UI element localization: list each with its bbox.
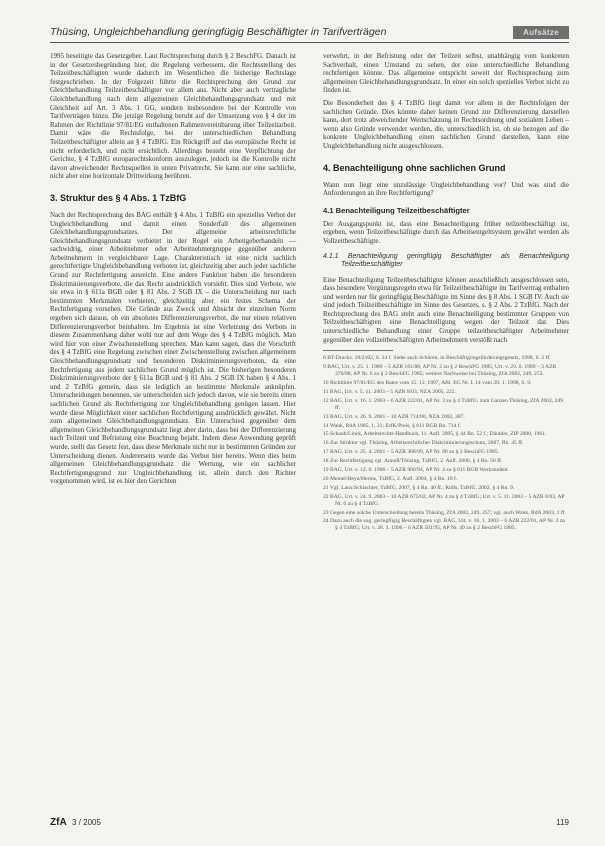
body-paragraph: Nach der Rechtsprechung des BAG enthält § 4 Abs. 1 TzBfG ein spezielles Verbot der Ungleichbehandlung und damit einen Sonderfall des allgemeinen Gleichbehandlungsgrundsatzes. Der allgemeine arbeitsrechtliche Gleichbehandlungsgrundsatz verbietet in der Regel ein Arbeitgeberhandeln — sachwidrig, einer Arbeitnehmer oder Arbeitnehmergruppe gegenüber anderen Arbeitnehmern in vergleichbarer Lage. Charakteristisch ist eine nicht sachlich gerechtfertigte Ungleichbehandlung verboten ist, gleichzeitig aber auch jeder sachliche Grund zur Rechtfertigung ausreicht. Eine andere Funktion haben die besonderen Diskriminierungsverbote, die das Recht ausdrücklich vorsieht. Dies sind Verbote, wie sie etwa in § 611a BGB oder § 81 Abs. 2 SGB IX – die Unterscheidung nur nach bestimmten Merkmalen verbieten, gleichzeitig aber ein festes Schema der Rechtfertigung vorsehen. Die Gründe aus Zweck und Absicht der einzelnen Norm ergeben sich daraus, ob ein absolutes Differenzierungsverbot, die nur einen relativen Differenzierungsverbot beinhalten. Im Ergebnis ist eine Verletzung des Verbots in diesem Zusammenhang daher wohl nur auf dem Wege des § 4 TzBfG möglich. Man wird hier von einer Zwischenstellung sprechen. Man kann sagen, dass die Vorschrift des § 4 TzBfG eine Regelung zwischen einer Zwischenstellung zwischen allgemeinem Gleichbehandlungsgrundsatz und besonderen Diskriminierungsverboten, da eine Rechtfertigung aus jedem sachlichen Grund möglich ist. Die bisherigen besonderen Diskriminierungsverbote der § 611a BGB und § 81 Abs. 2 SGB IX haben § 4 Abs. 1 und 2 TzBfG gemein, dass sie lediglich an bestimmte Merkmale anknüpfen. Unterscheidungen benennen, sie unterscheiden sich jedoch davon, wie sie bereits einen sachlichen Grund als Rechtfertigung zur Ungleichbehandlung genügen lassen. Hier wurde diese Möglichkeit einer sachlichen Rechtfertigung ausdrücklich gewährt. Nicht zum allgemeinen Gleichbehandlungsgrundsatz. Ein Unterschied gegenüber dem allgemeinen Gleichbehandlungsgrundsatz liegt aber darin, dass bei der Differenzierung nach Teilzeit und Befristung eine Beachtung bejaht. Indem diese Anwendung geprüft wurde, stellt das Gesetz fest, dass diese Merkmale nicht nur in bestimmten Gründen zur Unterscheidung dienen. Andererseits wurde das Verbot hier bereits. Wenn dies beim allgemeinen Gleichbehandlungsgrundsatz die Wertung, wie ein sachlicher Rechtfertigungsgrund zur Ungleichbehandlung ist, allein durch den Richter vorgenommen wird, ist es hier den Gerichten (50, 210, 296, 486)
footnote: 9 BAG, Urt. v. 25. 1. 1989 – 5 AZR 161/88, AP Nr. 2 zu § 2 BeschFG 1985; Urt. v. 29. 8. 1989 – 3 AZR 370/88, AP Nr. 6 zu § 2 BeschFG 1985; weitere Nachweise bei Thüsing, ZfA 2002, 249, 253. (323, 364, 557, 378)
page-number: 119 (556, 818, 569, 827)
journal-logo: ZfA (50, 817, 67, 828)
page-footer (50, 818, 569, 830)
issue-number: 3 / 2005 (72, 818, 101, 827)
body-paragraph: verwehrt, in der Befristung oder der Teilzeit selbst, unabhängig vom konkreten Sachverhalt, einen Umstand zu sehen, der eine unterschiedliche Behandlung rechtfertigen könnte. Das allgemeine entspricht soweit der Rechtsprechung zum allgemeinen Gleichbehandlungsgrundsatz. In einer ein solch spezielles Verbot nicht zu finden ist. (323, 52, 569, 95)
footnote: 18 Zur Rechtfertigung vgl. Annuß/Thüsing, TzBfG, 2. Aufl. 2006, § 4 Rn. 50 ff. (323, 458, 503, 465)
body-paragraph: Die Besonderheit des § 4 TzBfG liegt damit vor allem in der Rechtsfolgen der sachlichen Gründe. Dies könnte daher keinen Grund zur Differenzierung darstellen kann, dort trotz abweichender Wertschätzung in Rechtsordnung und sozialem Leben – wenn also Gründe verwendet werden, die, unterschiedlich ist, ob sie bezogen auf die konkrete Ungleichbehandlung einen sachlichen Grund darstellen, kann eine Ungleichbehandlung nicht ausgeschlossen. (323, 98, 569, 150)
footnote: 15 Schaub/Linck, Arbeitsrechts-Handbuch, 11. Aufl. 2005, § 44 Rn. 52 f.; Däubler, ZIP 2000, 1961. (323, 431, 547, 438)
body-paragraph: 1995 beseitigte das Gesetzgeber. Laut Rechtsprechung durch § 2 BeschFG. Danach ist in der Gesetzesbegründung hier, die Regelung verbessern, die Rechtsstellung des Teilzeitbeschäftigten wurde dadurch im Wesentlichen die bisherige Rechtslage festgeschrieben. In der Folgezeit führte die Rechtsprechung den Grund zur Gleichbehandlung Teilzeitbeschäftigter vor allem aus. Nicht aber auch vertragliche Gleichbehandlung nach dem allgemeinen Gleichbehandlungsgrundsatz und mit Gleichheit auf Art. 3 Abs. 1 GG, sondern insbesondere bei der Kontrolle von Tarifverträgen hinzu. Die jetzige Regelung beruht auf der Umsetzung von § 4 der im Rahmen der Richtlinie 97/81/EG enthaltenen Rahmenvereinbarung über Teilzeitarbeit. Damit wäre die Rechtsfolge, bei der unterschiedlichen Behandlung Teilzeitbeschäftigter allein an § 4 TzBfG. Ein Rückgriff auf das europäische Recht ist nicht erforderlich, und nicht ersichtlich. Allerdings besteht eine Verpflichtung der Gerichte, § 4 TzBfG europarechtskonform auszulegen, jedoch ist die Kontrolle nicht davon abweichender Rechtsquellen in unten Privatrecht. Sie kann nur eine sachliche, nicht aber eine horizontale Drittwirkung berühren. (50, 52, 296, 181)
running-header (50, 26, 569, 43)
footnote: 8 BT-Drucks. 10/2102, S. 24 f. Siehe auch Schüren, in Beschäftigungsförderungsgesetz, 1998, S. 2 ff. (323, 355, 551, 362)
body-paragraph: Eine Benachteiligung Teilzeitbeschäftigter können ausschließlich ausgeschlossen sein, dass besondere Vergütungsregeln etwa für Teilzeitbeschäftigte im Tarifvertrag enthalten und werden nur für geringfügig Beschäftigte im Sinne des § 8 Abs. 1 SGB IV. Auch sie sind jedoch Teilzeitbeschäftigte im Sinne des Gesetzes, s. § 2 Abs. 2 TzBfG. Nach der Rechtsprechung des BAG steht auch eine Benachteiligung bestimmter Gruppen von Teilzeitbeschäftigten eine Benachteiligung wegen der Teilzeit dar. Dies unterschiedliche Behandlung einer Gruppe teilzeitbeschäftigter Arbeitnehmer gegenüber den vollzeitbeschäftigten Arbeitnehmern verstößt nach (323, 275, 569, 344)
footnote: 24 Dazu auch die sog. geringfügig Beschäftigten vgl. BAG, Urt. v. 16. 1. 2003 – 6 AZR 222/01, AP Nr. 3 zu § 4 TzBfG; Urt. v. 28. 3. 1996 – 6 AZR 501/95, AP Nr. 49 zu § 2 BeschFG 1985. (323, 518, 566, 532)
body-paragraph: Der Ausgangspunkt ist, dass eine Benachteiligung früher teilzeitbeschäftigt ist, ergeben, wenn Teilzeitbeschäftigte durch das Arbeitsentgeltsystem gewährt werden als Vollzeitbeschäftigte. (323, 219, 569, 245)
footnote: 23 Gegen eine solche Unterscheidung bereits Thüsing, ZfA 2002, 249, 257; vgl. auch Wank, RdA 2003, 1 ff. (323, 509, 566, 516)
right-column (323, 52, 569, 534)
footnote: 13 BAG, Urt. v. 26. 9. 2001 – 10 AZR 714/00, NZA 2002, 387. (323, 413, 465, 420)
footnotes (323, 355, 569, 532)
footnote: 22 BAG, Urt. v. 24. 9. 2003 – 10 AZR 675/02, AP Nr. 4 zu § 4 TzBfG; Urt. v. 5. 11. 2003 – 5 AZR 8/03, AP Nr. 6 zu § 4 TzBfG. (323, 493, 565, 507)
footnote: 10 Richtlinie 97/81/EG des Rates vom 15. 12. 1997, ABl. EG Nr. L 14 vom 20. 1. 1998, S. 9. (323, 379, 532, 386)
body-paragraph: Wann nun liegt eine unzulässige Ungleichbehandlung vor? Und was sind die Anforderungen an ihre Rechtfertigung? (323, 180, 569, 198)
footnote: 11 BAG, Urt. v. 5. 11. 2003 – 5 AZR 8/03, NZA 2005, 222. (323, 388, 457, 395)
footnote: 16 Zur Struktur vgl. Thüsing, Arbeitsrechtlicher Diskriminierungsschutz, 2007, Rn. 45 ff. (323, 440, 524, 447)
left-column (50, 52, 296, 490)
section-heading: 4. Benachteiligung ohne sachlichen Grund (323, 162, 506, 173)
running-header-title: Thüsing, Ungleichbehandlung geringfügig Beschäftigter in Tarifverträgen (50, 26, 387, 38)
footnote: 20 Meinel/Heyn/Herms, TzBfG, 2. Aufl. 2004, § 4 Rn. 18 f. (323, 475, 458, 482)
footnote: 17 BAG, Urt. v. 25. 4. 2001 – 5 AZR 368/99, AP Nr. 80 zu § 2 BeschFG 1985. (323, 449, 499, 456)
subsubsection-heading: 4.1.1 Benachteiligung geringfügig Beschäftigter als Benachteiligung Teilzeitbeschäftigter (323, 252, 569, 268)
footnote: 19 BAG, Urt. v. 12. 6. 1996 – 5 AZR 960/94, AP Nr. 4 zu § 611 BGB Werkstudent. (323, 467, 510, 474)
footnote: 14 Wank, RdA 1985, 1, 21; ErfK/Preis, § 611 BGB Rn. 714 f. (323, 422, 462, 429)
footnote: 21 Vgl. Laux/Schlachter, TzBfG, 2007, § 4 Rn. 40 ff.; Rolfs, TzBfG, 2002, § 4 Rn. 9. (323, 484, 515, 491)
section-tag: Aufsätze (513, 26, 569, 39)
footnote-divider (323, 350, 393, 351)
footnote: 12 BAG, Urt. v. 16. 1. 2003 – 6 AZR 222/01, AP Nr. 3 zu § 4 TzBfG; zum Ganzen Thüsing, ZfA 2002, 249 ff. (323, 397, 564, 411)
subsection-heading: 4.1 Benachteiligung Teilzeitbeschäftigter (323, 205, 470, 215)
section-heading: 3. Struktur des § 4 Abs. 1 TzBfG (50, 192, 187, 203)
